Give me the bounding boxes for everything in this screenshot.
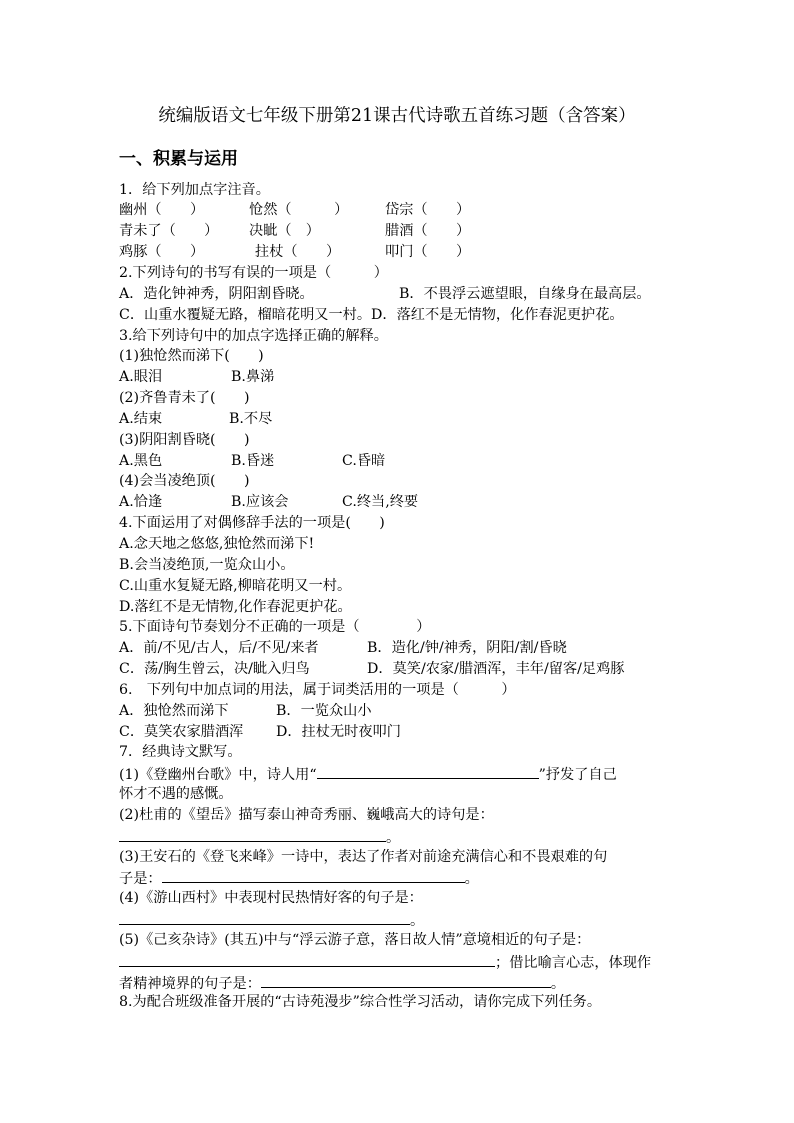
q3-sub-1: (1)独怆然而涕下( ) — [119, 348, 264, 364]
q7-item-4: (4)《游山西村》中表现村民热情好客的句子是： — [119, 890, 423, 906]
q4-option-d: D.落红不是无情物,化作春泥更护花。 — [119, 599, 352, 615]
q3-option: A.黑色 — [119, 453, 163, 469]
q1-item: 鸡豚（ ） — [119, 244, 205, 260]
q6-option-c: C．莫笑农家腊酒浑 — [119, 724, 244, 740]
q3-option: B.昏迷 — [231, 453, 275, 469]
answer-blank[interactable] — [119, 951, 495, 967]
q5-option-b: B．造化/钟/神秀，阴阳/割/昏晓 — [367, 640, 567, 656]
q7-item-1-cont: 怀才不遇的感慨。 — [119, 786, 233, 802]
q1-item: 叩门（ ） — [385, 244, 471, 260]
q3-option: A.结束 — [119, 411, 163, 427]
q3-sub-2: (2)齐鲁青未了( ) — [119, 390, 250, 406]
q7-item-5-answer-1: ；借比喻言心志，体现作 — [119, 951, 651, 973]
q7-item-2: (2)杜甫的《望岳》描写泰山神奇秀丽、巍峨高大的诗句是： — [119, 807, 494, 823]
q3-sub-4: (4)会当凌绝顶( ) — [119, 473, 250, 489]
q1-item: 怆然（ ） — [249, 202, 349, 218]
q6-option-b: B．一览众山小 — [276, 703, 372, 719]
q5-option-a: A．前/不见/古人，后/不见/来者 — [119, 640, 319, 656]
q1-stem: 1．给下列加点字注音。 — [119, 182, 270, 198]
q3-sub-3: (3)阴阳割昏晓( ) — [119, 432, 250, 448]
q3-option: A.眼泪 — [119, 369, 163, 385]
q4-option-a: A.念天地之悠悠,独怆然而涕下! — [119, 536, 315, 552]
q4-option-b: B.会当凌绝顶,一览众山小。 — [119, 557, 295, 573]
q3-option: B.应该会 — [231, 494, 289, 510]
q3-option: B.鼻涕 — [231, 369, 275, 385]
q6-option-d: D．拄杖无时夜叩门 — [276, 724, 401, 740]
q1-item: 青未了（ ） — [119, 223, 219, 239]
answer-blank[interactable] — [317, 763, 539, 779]
q5-option-d: D．莫笑/农家/腊酒浑，丰年/留客/足鸡豚 — [367, 661, 625, 677]
q7-item-1: (1)《登幽州台歌》中，诗人用“ ”抒发了自己 — [119, 763, 617, 785]
answer-blank[interactable] — [261, 972, 551, 988]
q2-option-b: B．不畏浮云遮望眼，自缘身在最高层。 — [399, 286, 651, 302]
q1-item: 幽州（ ） — [119, 202, 205, 218]
q7-item-3-answer: 子是： 。 — [119, 867, 479, 889]
q3-option: B.不尽 — [229, 411, 273, 427]
q7-stem: 7．经典诗文默写。 — [119, 744, 242, 760]
q3-option: C.昏暗 — [342, 453, 386, 469]
q1-item: 拄杖（ ） — [255, 244, 341, 260]
q7-item-2-answer: 。 — [119, 826, 400, 848]
answer-blank[interactable] — [162, 867, 465, 883]
q4-stem: 4.下面运用了对偶修辞手法的一项是( ) — [119, 515, 385, 531]
q2-option-a: A．造化钟神秀，阴阳割昏晓。 — [119, 286, 314, 302]
q7-item-5-answer-2: 者精神境界的句子是： 。 — [119, 972, 565, 994]
q3-option: C.终当,终要 — [342, 494, 419, 510]
q1-item: 腊酒（ ） — [385, 223, 471, 239]
q8-stem: 8.为配合班级准备开展的“古诗苑漫步”综合性学习活动，请你完成下列任务。 — [119, 994, 602, 1010]
q6-stem: 6. 下列句中加点词的用法，属于词类活用的一项是（ ） — [119, 682, 516, 698]
q5-option-c: C．荡/胸生曾云，决/眦入归鸟 — [119, 661, 310, 677]
q1-item: 决眦（ ） — [249, 223, 320, 239]
section-heading: 一、积累与运用 — [119, 149, 238, 169]
q7-item-4-answer: 。 — [119, 909, 424, 931]
page-title: 统编版语文七年级下册第21课古代诗歌五首练习题（含答案） — [158, 106, 636, 126]
q3-option: A.恰逢 — [119, 494, 163, 510]
q7-item-5: (5)《己亥杂诗》(其五)中与“浮云游子意，落日故人情”意境相近的句子是： — [119, 932, 591, 948]
q3-stem: 3.给下列诗句中的加点字选择正确的解释。 — [119, 328, 388, 344]
q6-option-a: A．独怆然而涕下 — [119, 703, 229, 719]
q7-item-3: (3)王安石的《登飞来峰》一诗中，表达了作者对前途充满信心和不畏艰难的句 — [119, 849, 608, 865]
q5-stem: 5.下面诗句节奏划分不正确的一项是（ ） — [119, 619, 431, 635]
q1-item: 岱宗（ ） — [385, 202, 471, 218]
q4-option-c: C.山重水复疑无路,柳暗花明又一村。 — [119, 578, 352, 594]
answer-blank[interactable] — [119, 909, 410, 925]
answer-blank[interactable] — [119, 826, 386, 842]
q2-stem: 2.下列诗句的书写有误的一项是（ ） — [119, 265, 388, 281]
q2-option-cd: C．山重水覆疑无路，榴暗花明又一村。D．落红不是无情物，化作春泥更护花。 — [119, 307, 624, 323]
